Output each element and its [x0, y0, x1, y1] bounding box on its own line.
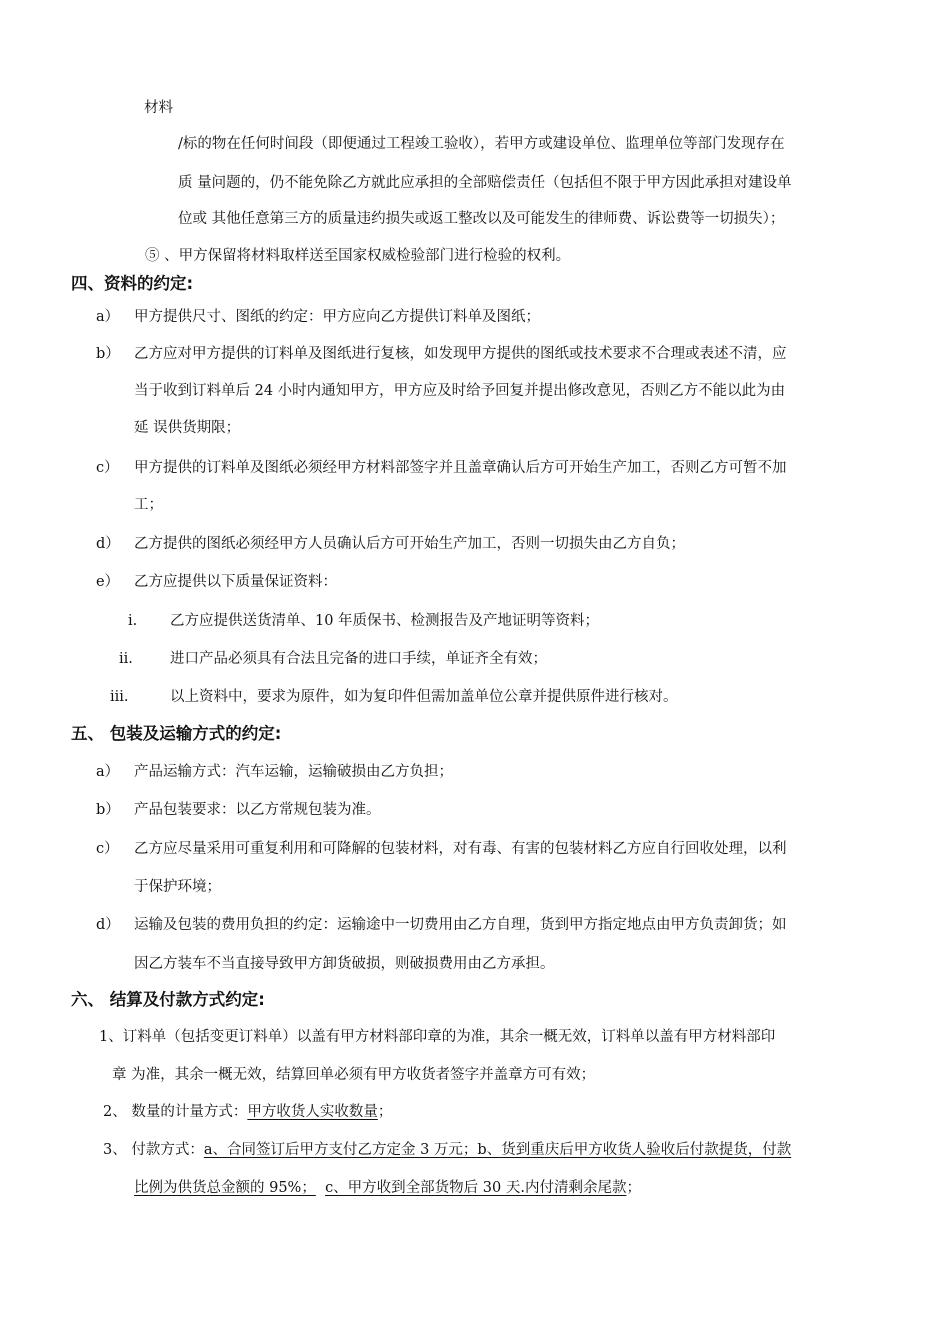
item-text: 甲方提供尺寸、图纸的约定：甲方应向乙方提供订料单及图纸；: [134, 309, 540, 325]
paragraph-3-continued: [134, 1178, 641, 1198]
p3-underlined-terms: a、合同签订后甲方支付乙方定金 3 万元；b、货到重庆后甲方收货人验收后付款提货，付款: [203, 1142, 792, 1158]
p2-prefix: 2、 数量的计量方式：: [103, 1104, 248, 1120]
item-marker: c）: [96, 460, 119, 476]
item-marker: b）: [96, 346, 120, 362]
material-continued-line: 位或 其他任意第三方的质量违约损失或返工整改以及可能发生的律师费、诉讼费等一切损失）；: [178, 211, 785, 227]
sub-item-marker: i.: [128, 613, 138, 629]
item-marker: c）: [96, 841, 119, 857]
item-text: 乙方应提供以下质量保证资料：: [134, 574, 337, 590]
sub-item-marker: ii.: [119, 651, 133, 667]
item-text: 乙方应尽量采用可重复利用和可降解的包装材料，对有毒、有害的包装材料乙方应自行回收处理，以利: [134, 841, 787, 857]
p2-underlined-value: 甲方收货人实收数量: [247, 1104, 378, 1120]
list-item: [96, 800, 381, 820]
p3-spacer: [316, 1180, 325, 1196]
list-item: [96, 762, 453, 782]
item-marker: d）: [96, 917, 120, 933]
p3-underlined-terms: c、甲方收到全部货物后 30 天.内付清剩余尾款: [325, 1180, 627, 1196]
list-item: [96, 839, 787, 859]
item-text-continued: 当于收到订料单后 24 小时内通知甲方，甲方应及时给予回复并提出修改意见，否则乙方不能以此为由: [134, 383, 786, 399]
item-text-continued: 工；: [134, 497, 163, 513]
item-marker: b）: [96, 802, 120, 818]
paragraph-2: [103, 1102, 392, 1122]
material-continued-first: 材料: [144, 100, 173, 116]
sub-item-marker: iii.: [110, 689, 129, 705]
list-item: [96, 572, 337, 592]
sub-item-text: 以上资料中，要求为原件，如为复印件但需加盖单位公章并提供原件进行核对。: [170, 689, 678, 705]
item-text: 乙方应对甲方提供的订料单及图纸进行复核，如发现甲方提供的图纸或技术要求不合理或表述不清，应: [134, 346, 787, 362]
item-marker: a）: [96, 309, 120, 325]
item-marker: d）: [96, 536, 120, 552]
sub-item-text: 乙方应提供送货清单、10 年质保书、检测报告及产地证明等资料；: [170, 613, 600, 629]
list-item: [96, 307, 540, 327]
item-text: 产品运输方式：汽车运输，运输破损由乙方负担；: [134, 764, 453, 780]
paragraph-1: 1、订料单（包括变更订料单）以盖有甲方材料部印章的为准，其余一概无效，订料单以盖有甲方材料部印: [99, 1029, 776, 1045]
material-continued-line: 质 量问题的，仍不能免除乙方就此应承担的全部赔偿责任（包括但不限于甲方因此承担对建设单: [178, 175, 792, 191]
section-6-heading: 六、 结算及付款方式约定:: [71, 990, 265, 1009]
list-item: [96, 458, 787, 478]
material-continued-line: /标的物在任何时间段（即便通过工程竣工验收），若甲方或建设单位、监理单位等部门发现存在: [178, 136, 785, 152]
p2-suffix: ；: [377, 1104, 393, 1120]
item-text: 乙方提供的图纸必须经甲方人员确认后方可开始生产加工，否则一切损失由乙方自负；: [134, 536, 685, 552]
section-5-heading: 五、 包装及运输方式的约定:: [71, 724, 282, 743]
item-text: 甲方提供的订料单及图纸必须经甲方材料部签字并且盖章确认后方可开始生产加工，否则乙方可暂不加: [134, 460, 787, 476]
material-item-5: ⑤ 、甲方保留将材料取样送至国家权威检验部门进行检验的权利。: [145, 248, 571, 264]
item-marker: e）: [96, 574, 120, 590]
section-4-heading: 四、资料的约定:: [71, 274, 194, 293]
item-text: 产品包装要求：以乙方常规包装为准。: [134, 802, 381, 818]
list-item: [96, 915, 787, 935]
p3-prefix: 3、 付款方式：: [103, 1142, 204, 1158]
item-text-continued: 延 误供货期限；: [134, 420, 241, 436]
p3-suffix: ；: [626, 1180, 641, 1196]
list-item: [96, 534, 685, 554]
item-marker: a）: [96, 764, 120, 780]
paragraph-3: [103, 1140, 791, 1160]
item-text-continued: 因乙方装车不当直接导致甲方卸货破损，则破损费用由乙方承担。: [134, 956, 555, 972]
p3-underlined-terms: 比例为供货总金额的 95%；: [134, 1180, 316, 1196]
item-text: 运输及包装的费用负担的约定：运输途中一切费用由乙方自理，货到甲方指定地点由甲方负责卸货；如: [134, 917, 787, 933]
paragraph-1-continued: 章 为准，其余一概无效，结算回单必须有甲方收货者签字并盖章方可有效；: [112, 1067, 596, 1083]
list-item: [96, 344, 787, 364]
sub-item-text: 进口产品必须具有合法且完备的进口手续，单证齐全有效；: [170, 651, 547, 667]
item-text-continued: 于保护环境；: [134, 879, 221, 895]
